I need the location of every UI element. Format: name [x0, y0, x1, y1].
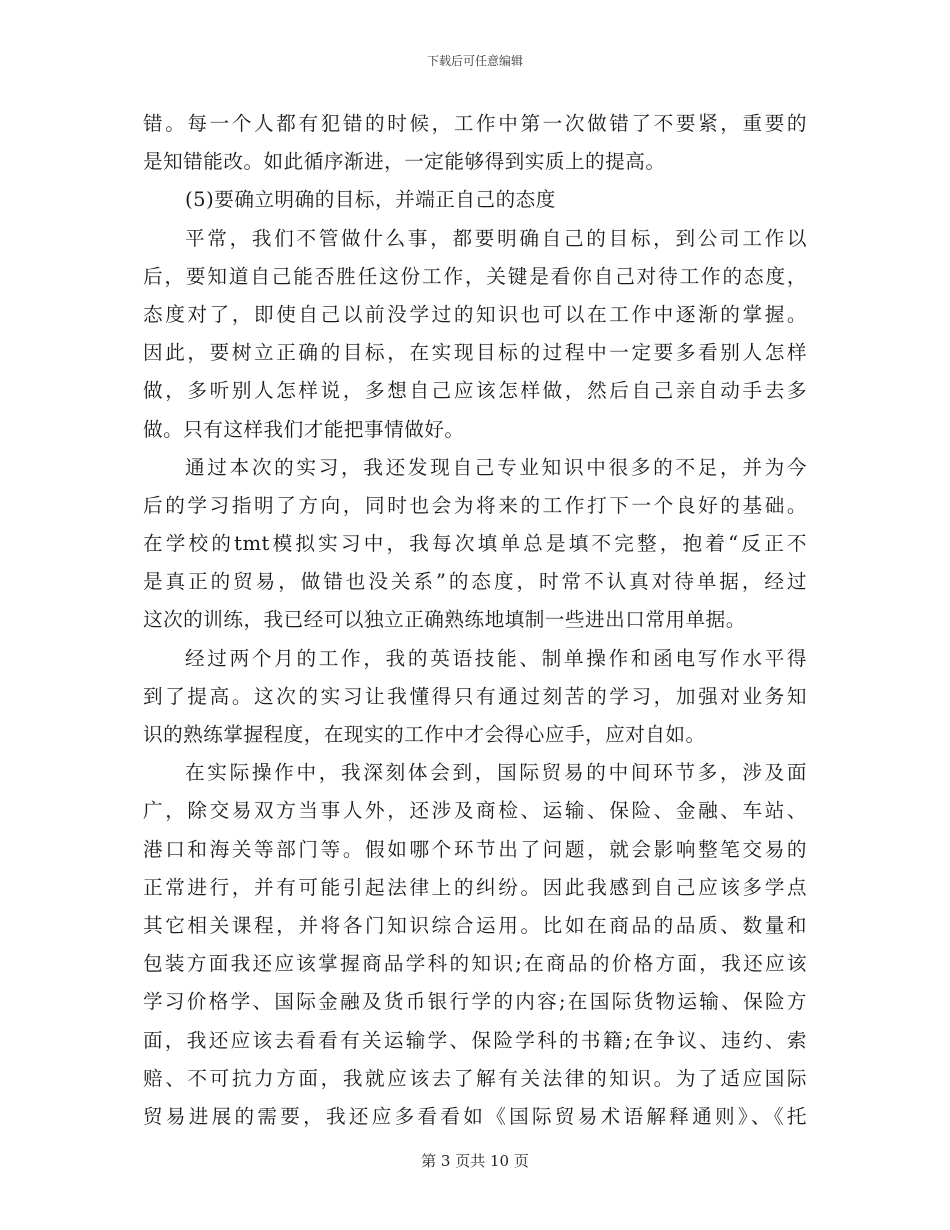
text-line: 因此，要树立正确的目标，在实现目标的过程中一定要多看别人怎样	[143, 341, 807, 365]
text-line: 经过两个月的工作，我的英语技能、制单操作和函电写作水平得	[185, 646, 807, 670]
text-line: 在学校的tmt模拟实习中，我每次填单总是填不完整，抱着“反正不	[143, 532, 807, 556]
text-line: 到了提高。这次的实习让我懂得只有通过刻苦的学习，加强对业务知	[143, 684, 807, 708]
text-line: 是知错能改。如此循序渐进，一定能够得到实质上的提高。	[143, 150, 666, 174]
text-line: 面，我还应该去看看有关运输学、保险学科的书籍;在争议、违约、索	[143, 1028, 807, 1052]
text-line: 后的学习指明了方向，同时也会为将来的工作打下一个良好的基础。	[143, 493, 807, 517]
text-line: (5)要确立明确的目标，并端正自己的态度	[185, 188, 556, 212]
text-line: 这次的训练，我已经可以独立正确熟练地填制一些进出口常用单据。	[143, 608, 746, 632]
text-line: 其它相关课程，并将各门知识综合运用。比如在商品的品质、数量和	[143, 913, 807, 937]
text-line: 包装方面我还应该掌握商品学科的知识;在商品的价格方面，我还应该	[143, 952, 807, 976]
text-line: 贸易进展的需要，我还应多看看如《国际贸易术语解释通则》、《托	[143, 1104, 807, 1128]
text-line: 学习价格学、国际金融及货币银行学的内容;在国际货物运输、保险方	[143, 990, 807, 1014]
text-line: 通过本次的实习，我还发现自己专业知识中很多的不足，并为今	[185, 455, 807, 479]
text-line: 平常，我们不管做什么事，都要明确自己的目标，到公司工作以	[185, 226, 807, 250]
text-line: 态度对了，即使自己以前没学过的知识也可以在工作中逐渐的掌握。	[143, 302, 807, 326]
text-line: 后，要知道自己能否胜任这份工作，关键是看你自己对待工作的态度，	[143, 264, 807, 288]
body-text	[143, 105, 807, 1136]
text-line: 广，除交易双方当事人外，还涉及商检、运输、保险、金融、车站、	[143, 799, 807, 823]
page-header: 下载后可任意编辑	[426, 54, 523, 68]
text-line: 港口和海关等部门等。假如哪个环节出了问题，就会影响整笔交易的	[143, 837, 807, 861]
text-line: 错。每一个人都有犯错的时候，工作中第一次做错了不要紧，重要的	[143, 112, 807, 135]
text-line: 赔、不可抗力方面，我就应该去了解有关法律的知识。为了适应国际	[143, 1066, 807, 1090]
text-line: 在实际操作中，我深刻体会到，国际贸易的中间环节多，涉及面	[185, 761, 807, 785]
text-line: 识的熟练掌握程度，在现实的工作中才会得心应手，应对自如。	[143, 723, 706, 746]
text-line: 是真正的贸易，做错也没关系”的态度，时常不认真对待单据，经过	[143, 570, 807, 594]
text-line: 正常进行，并有可能引起法律上的纠纷。因此我感到自己应该多学点	[143, 875, 807, 899]
text-line: 做，多听别人怎样说，多想自己应该怎样做，然后自己亲自动手去多	[143, 379, 807, 403]
page-footer: 第 3 页共 10 页	[421, 1152, 529, 1170]
text-line: 做。只有这样我们才能把事情做好。	[143, 417, 465, 441]
